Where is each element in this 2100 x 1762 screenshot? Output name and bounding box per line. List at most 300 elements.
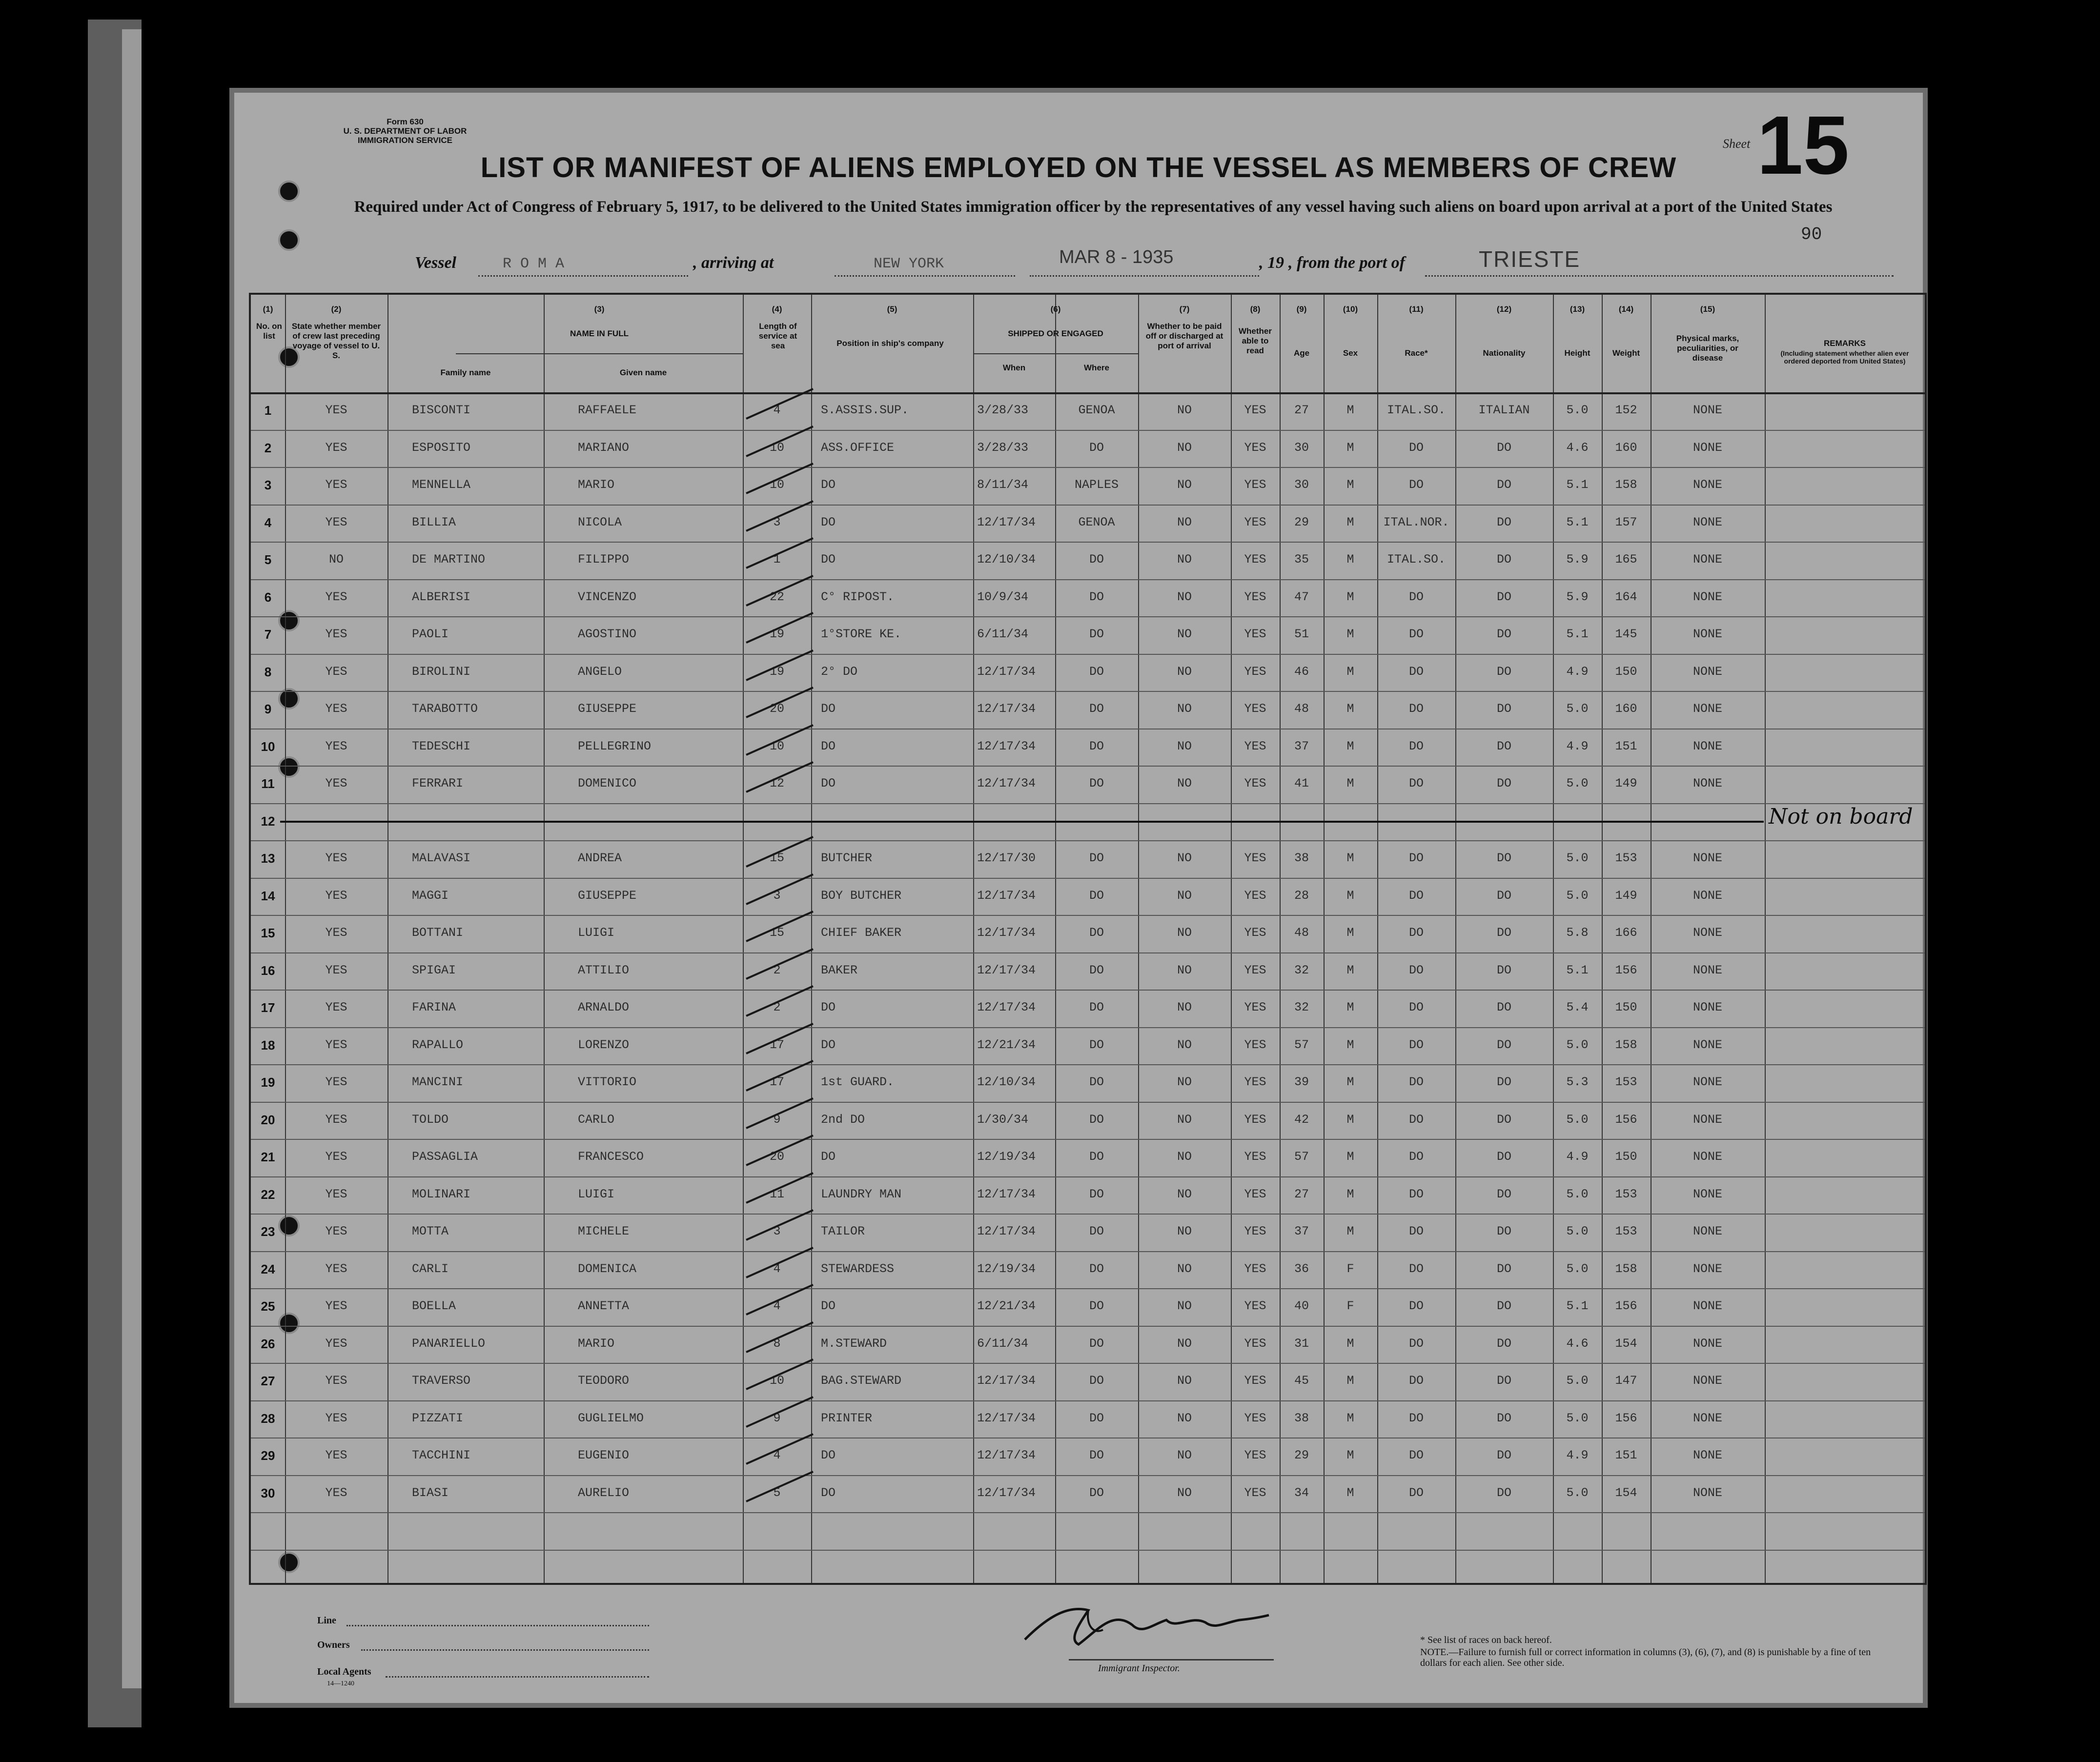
cell-race: DO [1408, 1112, 1424, 1127]
cell-height: 5.1 [1566, 515, 1589, 529]
cell-service: 4 [773, 1448, 781, 1462]
cell-no: 5 [264, 552, 272, 567]
cell-weight: 154 [1615, 1485, 1637, 1500]
cell-marks: NONE [1692, 888, 1722, 903]
cell-weight: 156 [1615, 963, 1637, 977]
cell-when: 12/17/34 [977, 1485, 1036, 1500]
cell-paid: NO [1177, 1037, 1192, 1052]
cell-sex: M [1346, 851, 1354, 865]
cell-weight: 157 [1615, 515, 1637, 529]
cell-height: 5.0 [1566, 1224, 1589, 1238]
cell-weight: 164 [1615, 589, 1637, 604]
cell-paid: NO [1177, 1448, 1192, 1462]
row-rule [251, 803, 1925, 804]
cell-nat: DO [1496, 1336, 1511, 1351]
col-9-num: (9) [1296, 304, 1307, 314]
cell-weight: 154 [1615, 1336, 1637, 1351]
cell-nat: DO [1496, 1187, 1511, 1201]
cell-age: 47 [1294, 589, 1309, 604]
cell-weight: 158 [1615, 478, 1637, 492]
cell-where: DO [1089, 1150, 1104, 1164]
cell-family: SPIGAI [412, 963, 456, 977]
col-10-label: Sex [1343, 348, 1358, 358]
cell-given: ANDREA [578, 851, 622, 865]
cell-paid: NO [1177, 1411, 1192, 1425]
cell-when: 12/10/34 [977, 1075, 1036, 1089]
cell-nat: DO [1496, 589, 1511, 604]
row-rule [251, 1512, 1925, 1513]
cell-marks: NONE [1692, 1112, 1722, 1127]
cell-weight: 153 [1615, 1187, 1637, 1201]
cell-nat: DO [1496, 963, 1511, 977]
manifest-sheet [229, 88, 1928, 1708]
cell-marks: NONE [1692, 1336, 1722, 1351]
cell-marks: NONE [1692, 478, 1722, 492]
cell-sex: M [1346, 1112, 1354, 1127]
cell-service: 20 [769, 1150, 784, 1164]
cell-race: DO [1408, 1187, 1424, 1201]
cell-given: ATTILIO [578, 963, 630, 977]
cell-race: DO [1408, 1150, 1424, 1164]
row-rule [251, 1102, 1925, 1103]
cell-no: 15 [261, 926, 275, 940]
col-3a-label: Family name [440, 368, 491, 377]
cell-family: MANCINI [412, 1075, 464, 1089]
cell-read: YES [1244, 926, 1266, 940]
cell-service: 8 [773, 1336, 781, 1351]
cell-race: DO [1408, 627, 1424, 641]
col-3-label: NAME IN FULL [570, 329, 629, 338]
cell-prev: NO [328, 552, 344, 567]
cell-read: YES [1244, 403, 1266, 417]
cell-given: MARIO [578, 478, 615, 492]
cell-position: PRINTER [821, 1411, 873, 1425]
cell-sex: M [1346, 478, 1354, 492]
col-14-num: (14) [1618, 304, 1634, 314]
cell-position: DO [821, 739, 836, 753]
form-service: IMMIGRATION SERVICE [358, 136, 452, 145]
cell-position: DO [821, 515, 836, 529]
cell-nat: DO [1496, 1411, 1511, 1425]
cell-service: 10 [769, 440, 784, 455]
cell-position: DO [821, 1150, 836, 1164]
cell-service: 4 [773, 1261, 781, 1276]
cell-race: DO [1408, 851, 1424, 865]
cell-family: PIZZATI [412, 1411, 464, 1425]
cell-sex: M [1346, 589, 1354, 604]
cell-paid: NO [1177, 1261, 1192, 1276]
col-15-label: Physical marks, peculiarities, or disease [1676, 334, 1739, 363]
cell-paid: NO [1177, 1485, 1192, 1500]
cell-no: 20 [261, 1112, 275, 1127]
cell-age: 32 [1294, 1000, 1309, 1014]
cell-where: DO [1089, 1037, 1104, 1052]
cell-race: DO [1408, 963, 1424, 977]
cell-paid: NO [1177, 1299, 1192, 1313]
cell-weight: 149 [1615, 776, 1637, 790]
cell-height: 4.9 [1566, 1150, 1589, 1164]
cell-no: 6 [264, 589, 272, 605]
cell-nat: DO [1496, 1448, 1511, 1462]
cell-height: 4.9 [1566, 1448, 1589, 1462]
cell-given: DOMENICO [578, 776, 637, 790]
cell-read: YES [1244, 1150, 1266, 1164]
cell-sex: M [1346, 776, 1354, 790]
cell-where: DO [1089, 1187, 1104, 1201]
column-rule [1765, 295, 1766, 1583]
cell-weight: 150 [1615, 1000, 1637, 1014]
cell-prev: YES [325, 1299, 347, 1313]
cell-no: 9 [264, 702, 272, 716]
cell-race: ITAL.NOR. [1383, 515, 1449, 529]
vessel-name-rule [478, 275, 688, 277]
cell-no: 26 [261, 1336, 275, 1351]
cell-sex: M [1346, 1075, 1354, 1089]
page-mark: 90 [1801, 224, 1822, 244]
cell-prev: YES [325, 1224, 347, 1238]
cell-weight: 152 [1615, 403, 1637, 417]
penalty-note: NOTE.—Failure to furnish full or correct information in columns (3), (6), (7), and (8) is punishable by a fine of ten dollars for each alien. See other side. [1420, 1647, 1871, 1668]
cell-family: BIROLINI [412, 664, 471, 679]
cell-marks: NONE [1692, 1485, 1722, 1500]
col-12-label: Nationality [1483, 348, 1526, 358]
cell-weight: 160 [1615, 440, 1637, 455]
cell-weight: 151 [1615, 1448, 1637, 1462]
cell-height: 4.9 [1566, 664, 1589, 679]
cell-service: 10 [769, 739, 784, 753]
cell-given: MARIANO [578, 440, 630, 455]
cell-no: 29 [261, 1448, 275, 1463]
cell-service: 4 [773, 403, 781, 417]
cell-sex: F [1346, 1299, 1354, 1313]
row-rule [251, 691, 1925, 692]
cell-no: 1 [264, 403, 272, 418]
cell-age: 41 [1294, 776, 1309, 790]
cell-no: 10 [261, 739, 275, 754]
cell-service: 15 [769, 851, 784, 865]
cell-prev: YES [325, 478, 347, 492]
row-rule [251, 1176, 1925, 1177]
column-rule [544, 295, 545, 1583]
cell-service: 20 [769, 702, 784, 716]
cell-family: BOELLA [412, 1299, 456, 1313]
cell-paid: NO [1177, 1374, 1192, 1388]
cell-age: 48 [1294, 926, 1309, 940]
cell-prev: YES [325, 589, 347, 604]
cell-where: DO [1089, 1448, 1104, 1462]
cell-weight: 153 [1615, 1224, 1637, 1238]
row-rule [251, 579, 1925, 580]
cell-when: 12/19/34 [977, 1150, 1036, 1164]
cell-marks: NONE [1692, 589, 1722, 604]
arrival-port: NEW YORK [874, 256, 944, 272]
cell-position: DO [821, 1485, 836, 1500]
cell-height: 5.0 [1566, 403, 1589, 417]
cell-family: BISCONTI [412, 403, 471, 417]
cell-service: 1 [773, 552, 781, 567]
cell-family: TRAVERSO [412, 1374, 471, 1388]
cell-height: 5.4 [1566, 1000, 1589, 1014]
cell-prev: YES [325, 851, 347, 865]
cell-family: FERRARI [412, 776, 464, 790]
cell-marks: NONE [1692, 1224, 1722, 1238]
remarks-label: REMARKS [1824, 339, 1866, 348]
cell-when: 12/17/34 [977, 926, 1036, 940]
cell-marks: NONE [1692, 552, 1722, 567]
row-rule [251, 542, 1925, 543]
form-identifier [317, 117, 493, 145]
cell-nat: DO [1496, 664, 1511, 679]
cell-read: YES [1244, 1000, 1266, 1014]
cell-no: 17 [261, 1000, 275, 1015]
cell-height: 5.0 [1566, 1261, 1589, 1276]
cell-where: DO [1089, 627, 1104, 641]
cell-given: EUGENIO [578, 1448, 630, 1462]
cell-when: 12/17/34 [977, 776, 1036, 790]
cell-position: DO [821, 1037, 836, 1052]
row-rule [251, 878, 1925, 879]
inspector-rule [1069, 1659, 1274, 1661]
col-11-num: (11) [1409, 304, 1424, 314]
cell-height: 5.0 [1566, 1411, 1589, 1425]
cell-race: DO [1408, 926, 1424, 940]
cell-service: 19 [769, 627, 784, 641]
cell-where: GENOA [1078, 403, 1115, 417]
cell-given: AGOSTINO [578, 627, 637, 641]
cell-given: FILIPPO [578, 552, 630, 567]
cell-read: YES [1244, 702, 1266, 716]
cell-where: DO [1089, 1411, 1104, 1425]
col-3-num: (3) [594, 304, 605, 314]
cell-nat: DO [1496, 440, 1511, 455]
cell-marks: NONE [1692, 1261, 1722, 1276]
cell-race: DO [1408, 589, 1424, 604]
cell-weight: 145 [1615, 627, 1637, 641]
cell-no: 7 [264, 627, 272, 642]
col-7-num: (7) [1179, 304, 1190, 314]
cell-prev: YES [325, 403, 347, 417]
cell-family: RAPALLO [412, 1037, 464, 1052]
manifest-title: LIST OR MANIFEST OF ALIENS EMPLOYED ON THE VESSEL AS MEMBERS OF CREW [480, 152, 1677, 183]
col-7-label: Whether to be paid off or discharged at port of arrival [1145, 322, 1223, 350]
cell-when: 10/9/34 [977, 589, 1029, 604]
arrival-date-stamp: MAR 8 - 1935 [1059, 247, 1174, 267]
cell-no: 2 [264, 440, 272, 455]
cell-prev: YES [325, 664, 347, 679]
cell-read: YES [1244, 1112, 1266, 1127]
vessel-name: R O M A [503, 256, 565, 272]
cell-paid: NO [1177, 1224, 1192, 1238]
cell-position: BOY BUTCHER [821, 888, 902, 903]
cell-family: ESPOSITO [412, 440, 471, 455]
col-6-num: (6) [1050, 304, 1061, 314]
cell-nat: DO [1496, 851, 1511, 865]
cell-position: DO [821, 552, 836, 567]
sheet-number: 15 [1757, 99, 1850, 192]
cell-paid: NO [1177, 515, 1192, 529]
cell-read: YES [1244, 1299, 1266, 1313]
inspector-label: Immigrant Inspector. [1098, 1663, 1180, 1674]
col-9-label: Age [1293, 348, 1310, 358]
cell-race: DO [1408, 1224, 1424, 1238]
cell-given: GIUSEPPE [578, 888, 637, 903]
cell-prev: YES [325, 1261, 347, 1276]
cell-race: ITAL.SO. [1386, 403, 1446, 417]
cell-no: 27 [261, 1374, 275, 1388]
cell-given: GUGLIELMO [578, 1411, 644, 1425]
cell-sex: F [1346, 1261, 1354, 1276]
cell-age: 38 [1294, 851, 1309, 865]
cell-where: DO [1089, 589, 1104, 604]
cell-marks: NONE [1692, 1037, 1722, 1052]
cell-where: DO [1089, 1000, 1104, 1014]
row-rule [251, 952, 1925, 953]
cell-no: 30 [261, 1485, 275, 1500]
cell-position: TAILOR [821, 1224, 865, 1238]
cell-age: 32 [1294, 963, 1309, 977]
cell-height: 5.0 [1566, 851, 1589, 865]
cell-service: 2 [773, 1000, 781, 1014]
cell-race: DO [1408, 888, 1424, 903]
cell-when: 12/17/34 [977, 515, 1036, 529]
cell-family: PASSAGLIA [412, 1150, 478, 1164]
cell-sex: M [1346, 1336, 1354, 1351]
cell-service: 5 [773, 1485, 781, 1500]
cell-race: DO [1408, 440, 1424, 455]
cell-nat: DO [1496, 1261, 1511, 1276]
cell-height: 5.8 [1566, 926, 1589, 940]
cell-nat: DO [1496, 1150, 1511, 1164]
header-bottom-rule [251, 392, 1925, 394]
cell-weight: 156 [1615, 1411, 1637, 1425]
cell-when: 12/17/30 [977, 851, 1036, 865]
cell-age: 42 [1294, 1112, 1309, 1127]
cell-service: 10 [769, 478, 784, 492]
row-rule [251, 616, 1925, 617]
cell-age: 30 [1294, 440, 1309, 455]
cell-paid: NO [1177, 851, 1192, 865]
cell-given: ARNALDO [578, 1000, 630, 1014]
cell-marks: NONE [1692, 664, 1722, 679]
cell-prev: YES [325, 1150, 347, 1164]
line-rule [347, 1625, 649, 1626]
cell-given: LUIGI [578, 926, 615, 940]
cell-nat: DO [1496, 1037, 1511, 1052]
cell-paid: NO [1177, 888, 1192, 903]
cell-height: 5.1 [1566, 478, 1589, 492]
row-rule [251, 505, 1925, 506]
cell-height: 5.9 [1566, 589, 1589, 604]
cell-sex: M [1346, 627, 1354, 641]
row-rule [251, 1550, 1925, 1551]
cell-position: C° RIPOST. [821, 589, 895, 604]
cell-sex: M [1346, 1000, 1354, 1014]
cell-weight: 151 [1615, 739, 1637, 753]
cell-age: 30 [1294, 478, 1309, 492]
cell-no: 12 [261, 813, 275, 829]
cell-paid: NO [1177, 776, 1192, 790]
cell-read: YES [1244, 1374, 1266, 1388]
cell-age: 37 [1294, 739, 1309, 753]
cell-given: ANGELO [578, 664, 622, 679]
col-5-num: (5) [887, 304, 897, 314]
cell-prev: YES [325, 1374, 347, 1388]
col-8-label: Whether able to read [1239, 326, 1272, 355]
shipped-subheader-rule [973, 353, 1138, 354]
cell-family: TARABOTTO [412, 702, 478, 716]
cell-when: 12/10/34 [977, 552, 1036, 567]
cell-given: AURELIO [578, 1485, 630, 1500]
cell-service: 2 [773, 963, 781, 977]
cell-weight: 150 [1615, 664, 1637, 679]
cell-nat: DO [1496, 478, 1511, 492]
cell-height: 5.0 [1566, 1374, 1589, 1388]
cell-where: DO [1089, 1261, 1104, 1276]
cell-nat: DO [1496, 552, 1511, 567]
cell-when: 12/21/34 [977, 1037, 1036, 1052]
cell-read: YES [1244, 627, 1266, 641]
cell-race: DO [1408, 478, 1424, 492]
cell-no: 24 [261, 1261, 275, 1276]
cell-paid: NO [1177, 403, 1192, 417]
cell-age: 38 [1294, 1411, 1309, 1425]
from-port-label: , from the port of [1288, 254, 1405, 272]
cell-prev: YES [325, 963, 347, 977]
cell-age: 27 [1294, 403, 1309, 417]
cell-no: 4 [264, 515, 272, 530]
cell-height: 5.1 [1566, 1299, 1589, 1313]
cell-marks: NONE [1692, 1187, 1722, 1201]
cell-where: DO [1089, 1485, 1104, 1500]
manifest-subtitle: Required under Act of Congress of February 5, 1917, to be delivered to the United States immigration officer by the representatives of any vessel having such aliens on board upon arrival at a port of the United States [354, 198, 1833, 216]
cell-read: YES [1244, 664, 1266, 679]
cell-position: BAG.STEWARD [821, 1374, 902, 1388]
cell-height: 5.0 [1566, 1112, 1589, 1127]
cell-marks: NONE [1692, 627, 1722, 641]
cell-paid: NO [1177, 589, 1192, 604]
cell-height: 5.3 [1566, 1075, 1589, 1089]
cell-age: 39 [1294, 1075, 1309, 1089]
vessel-label: Vessel [415, 254, 456, 272]
cell-position: CHIEF BAKER [821, 926, 902, 940]
cell-family: CARLI [412, 1261, 449, 1276]
cell-weight: 153 [1615, 1075, 1637, 1089]
col-1-label: No. on list [256, 322, 282, 341]
cell-position: 1°STORE KE. [821, 627, 902, 641]
cell-prev: YES [325, 1187, 347, 1201]
cell-read: YES [1244, 1187, 1266, 1201]
cell-position: DO [821, 1299, 836, 1313]
cell-paid: NO [1177, 478, 1192, 492]
cell-where: DO [1089, 739, 1104, 753]
cell-family: MENNELLA [412, 478, 471, 492]
cell-where: DO [1089, 963, 1104, 977]
cell-prev: YES [325, 702, 347, 716]
col-1-num: (1) [263, 304, 273, 314]
col-13-label: Height [1564, 348, 1590, 358]
cell-no: 16 [261, 963, 275, 978]
cell-age: 40 [1294, 1299, 1309, 1313]
cell-read: YES [1244, 1336, 1266, 1351]
cell-paid: NO [1177, 1000, 1192, 1014]
cell-given: FRANCESCO [578, 1150, 644, 1164]
cell-where: DO [1089, 440, 1104, 455]
row-rule [251, 430, 1925, 431]
cell-sex: M [1346, 739, 1354, 753]
cell-position: DO [821, 1448, 836, 1462]
cell-nat: DO [1496, 739, 1511, 753]
cell-read: YES [1244, 1037, 1266, 1052]
